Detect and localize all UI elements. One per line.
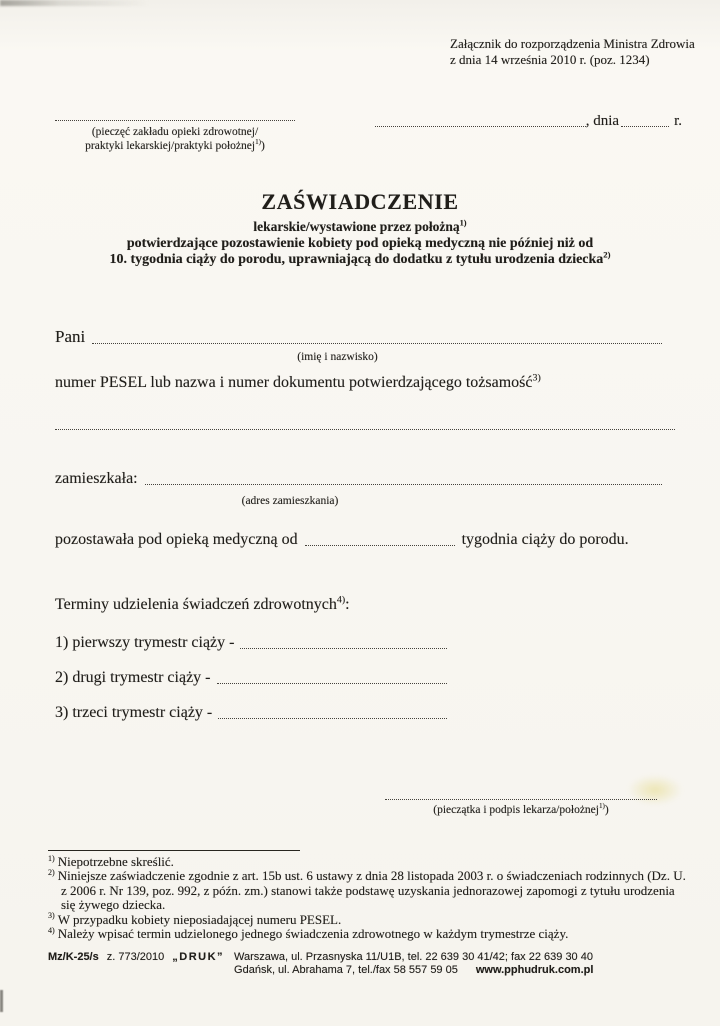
- trimester-row: [55, 634, 447, 652]
- printer-address-1: Warszawa, ul. Przasnyska 11/U1B, tel. 22 639 30 41/42; fax 22 639 30 40: [234, 951, 593, 963]
- signature-caption: [385, 804, 657, 818]
- pesel-fill-dots: [55, 429, 675, 430]
- date-place-dots: [375, 126, 586, 127]
- footnote-separator: [48, 850, 300, 851]
- stamp-caption-line1: (pieczęć zakładu opieki zdrowotnej/: [91, 126, 259, 138]
- stamp-dotted-line: [55, 120, 295, 121]
- signature-line: [385, 799, 657, 800]
- form-subtitle-3-footnote-marker: 2): [603, 249, 611, 260]
- address-caption: (adres zamieszkania): [241, 495, 339, 507]
- care-post-text: tygodnia ciąży do porodu.: [461, 531, 629, 548]
- form-subtitle-3-text: 10. tygodnia ciąży do porodu, uprawniającą do dodatku z tytułu urodzenia dziecka: [109, 252, 604, 267]
- form-title: ZAŚWIADCZENIE: [261, 189, 459, 214]
- date-line: [375, 112, 682, 130]
- address-field-row: [55, 470, 662, 488]
- trimester-fill-dots: [217, 683, 448, 684]
- printer-address-2-row: [234, 964, 593, 977]
- care-period-row: [55, 531, 678, 549]
- scan-edge-mark: [0, 990, 3, 1012]
- form-subtitle-1: [0, 219, 720, 236]
- trimester-label: 3) trzeci trymestr ciąży -: [55, 704, 213, 721]
- footnotes: [48, 855, 688, 941]
- trimester-row: [55, 669, 447, 687]
- name-label: Pani: [55, 327, 86, 346]
- stamp-area: [55, 120, 295, 153]
- footnote-marker: 3): [48, 911, 55, 921]
- trimester-fill-dots: [218, 718, 447, 719]
- footnote-marker: 1): [48, 853, 55, 863]
- pesel-footnote-marker: 3): [532, 372, 541, 384]
- address-fill-dots: [145, 484, 662, 485]
- footnote-marker: 4): [48, 925, 55, 935]
- terms-colon: :: [345, 596, 350, 613]
- form-subtitle-1-footnote-marker: 1): [459, 218, 467, 228]
- terms-heading-text: Terminy udzielenia świadczeń zdrowotnych: [55, 596, 337, 613]
- print-order: z. 773/2010: [106, 951, 165, 963]
- signature-caption-text: (pieczątka i podpis lekarza/położnej: [433, 804, 599, 816]
- pesel-heading: [55, 374, 541, 392]
- stamp-caption-line2: praktyki lekarskiej/praktyki położnej: [85, 139, 256, 152]
- care-pre-text: pozostawała pod opieką medyczną od: [55, 531, 298, 548]
- footnote-item: [48, 913, 688, 927]
- footnote-item: [48, 869, 688, 912]
- footnote-text: Niepotrzebne skreślić.: [57, 854, 174, 869]
- form-code: Mz/K-25/s: [48, 951, 99, 963]
- footnote-text: Niniejsze zaświadczenie zgodnie z art. 15b ust. 6 ustawy z dnia 28 listopada 2003 r. o świadczeniach rodzinnych (Dz. U. z 2006 r. Nr 139, poz. 992, z późn. zm.) stanowi także podstawę uzyskania jednorazowej zapomogi z tytułu urodzenia się żywego dziecka.: [57, 868, 686, 913]
- footnote-item: [48, 927, 688, 941]
- trimester-fill-dots: [240, 648, 447, 649]
- signature-caption-close-paren: ): [604, 804, 609, 816]
- signature-footnote-marker: 1): [598, 802, 605, 811]
- attachment-note-line1: Załącznik do rozporządzenia Ministra Zdrowia: [450, 36, 695, 51]
- address-label: zamieszkała:: [55, 470, 138, 487]
- title-block: [0, 189, 720, 269]
- form-subtitle-2: potwierdzające pozostawienie kobiety pod opieką medyczną nie później niż od: [126, 235, 594, 251]
- printer-address-2: Gdańsk, ul. Abrahama 7, tel./fax 58 557 59 05: [234, 964, 458, 976]
- trimester-label: 2) drugi trymestr ciąży -: [55, 669, 211, 686]
- trimester-label: 1) pierwszy trymestr ciąży -: [55, 634, 235, 651]
- care-week-dots: [305, 545, 455, 546]
- terms-footnote-marker: 4): [336, 594, 346, 606]
- name-fill-dots: [92, 343, 662, 344]
- scan-smudge-top: [0, 0, 150, 6]
- signature-area: [385, 799, 657, 818]
- date-label: , dnia: [585, 113, 620, 129]
- trimester-row: [55, 704, 447, 722]
- printer-address-block: [234, 951, 593, 977]
- printer-name: „DRUK”: [172, 951, 225, 963]
- footnote-text: W przypadku kobiety nieposiadającej numeru PESEL.: [57, 911, 342, 927]
- stamp-caption-footnote-marker: 1): [255, 137, 261, 146]
- stamp-caption-close-paren: ): [261, 139, 265, 152]
- date-year-suffix: r.: [674, 113, 682, 129]
- form-subtitle-1-text: lekarskie/wystawione przez położną: [253, 219, 460, 234]
- printer-website: www.pphudruk.com.pl: [475, 964, 594, 976]
- name-field-row: [55, 327, 662, 347]
- date-value-dots: [621, 126, 669, 127]
- footnote-marker: 2): [48, 868, 55, 878]
- form-subtitle-3: [0, 249, 720, 269]
- attachment-note: [450, 36, 695, 67]
- print-footer: [48, 951, 593, 977]
- attachment-note-line2: z dnia 14 września 2010 r. (poz. 1234): [450, 51, 650, 67]
- pesel-heading-text: numer PESEL lub nazwa i numer dokumentu potwierdzającego tożsamość: [55, 374, 533, 391]
- name-caption: (imię i nazwisko): [297, 351, 378, 363]
- stamp-caption: [55, 126, 295, 153]
- footnote-text: Należy wpisać termin udzielonego jednego świadczenia zdrowotnego w każdym trymestrze ciąży.: [57, 926, 569, 942]
- terms-heading: [55, 596, 350, 614]
